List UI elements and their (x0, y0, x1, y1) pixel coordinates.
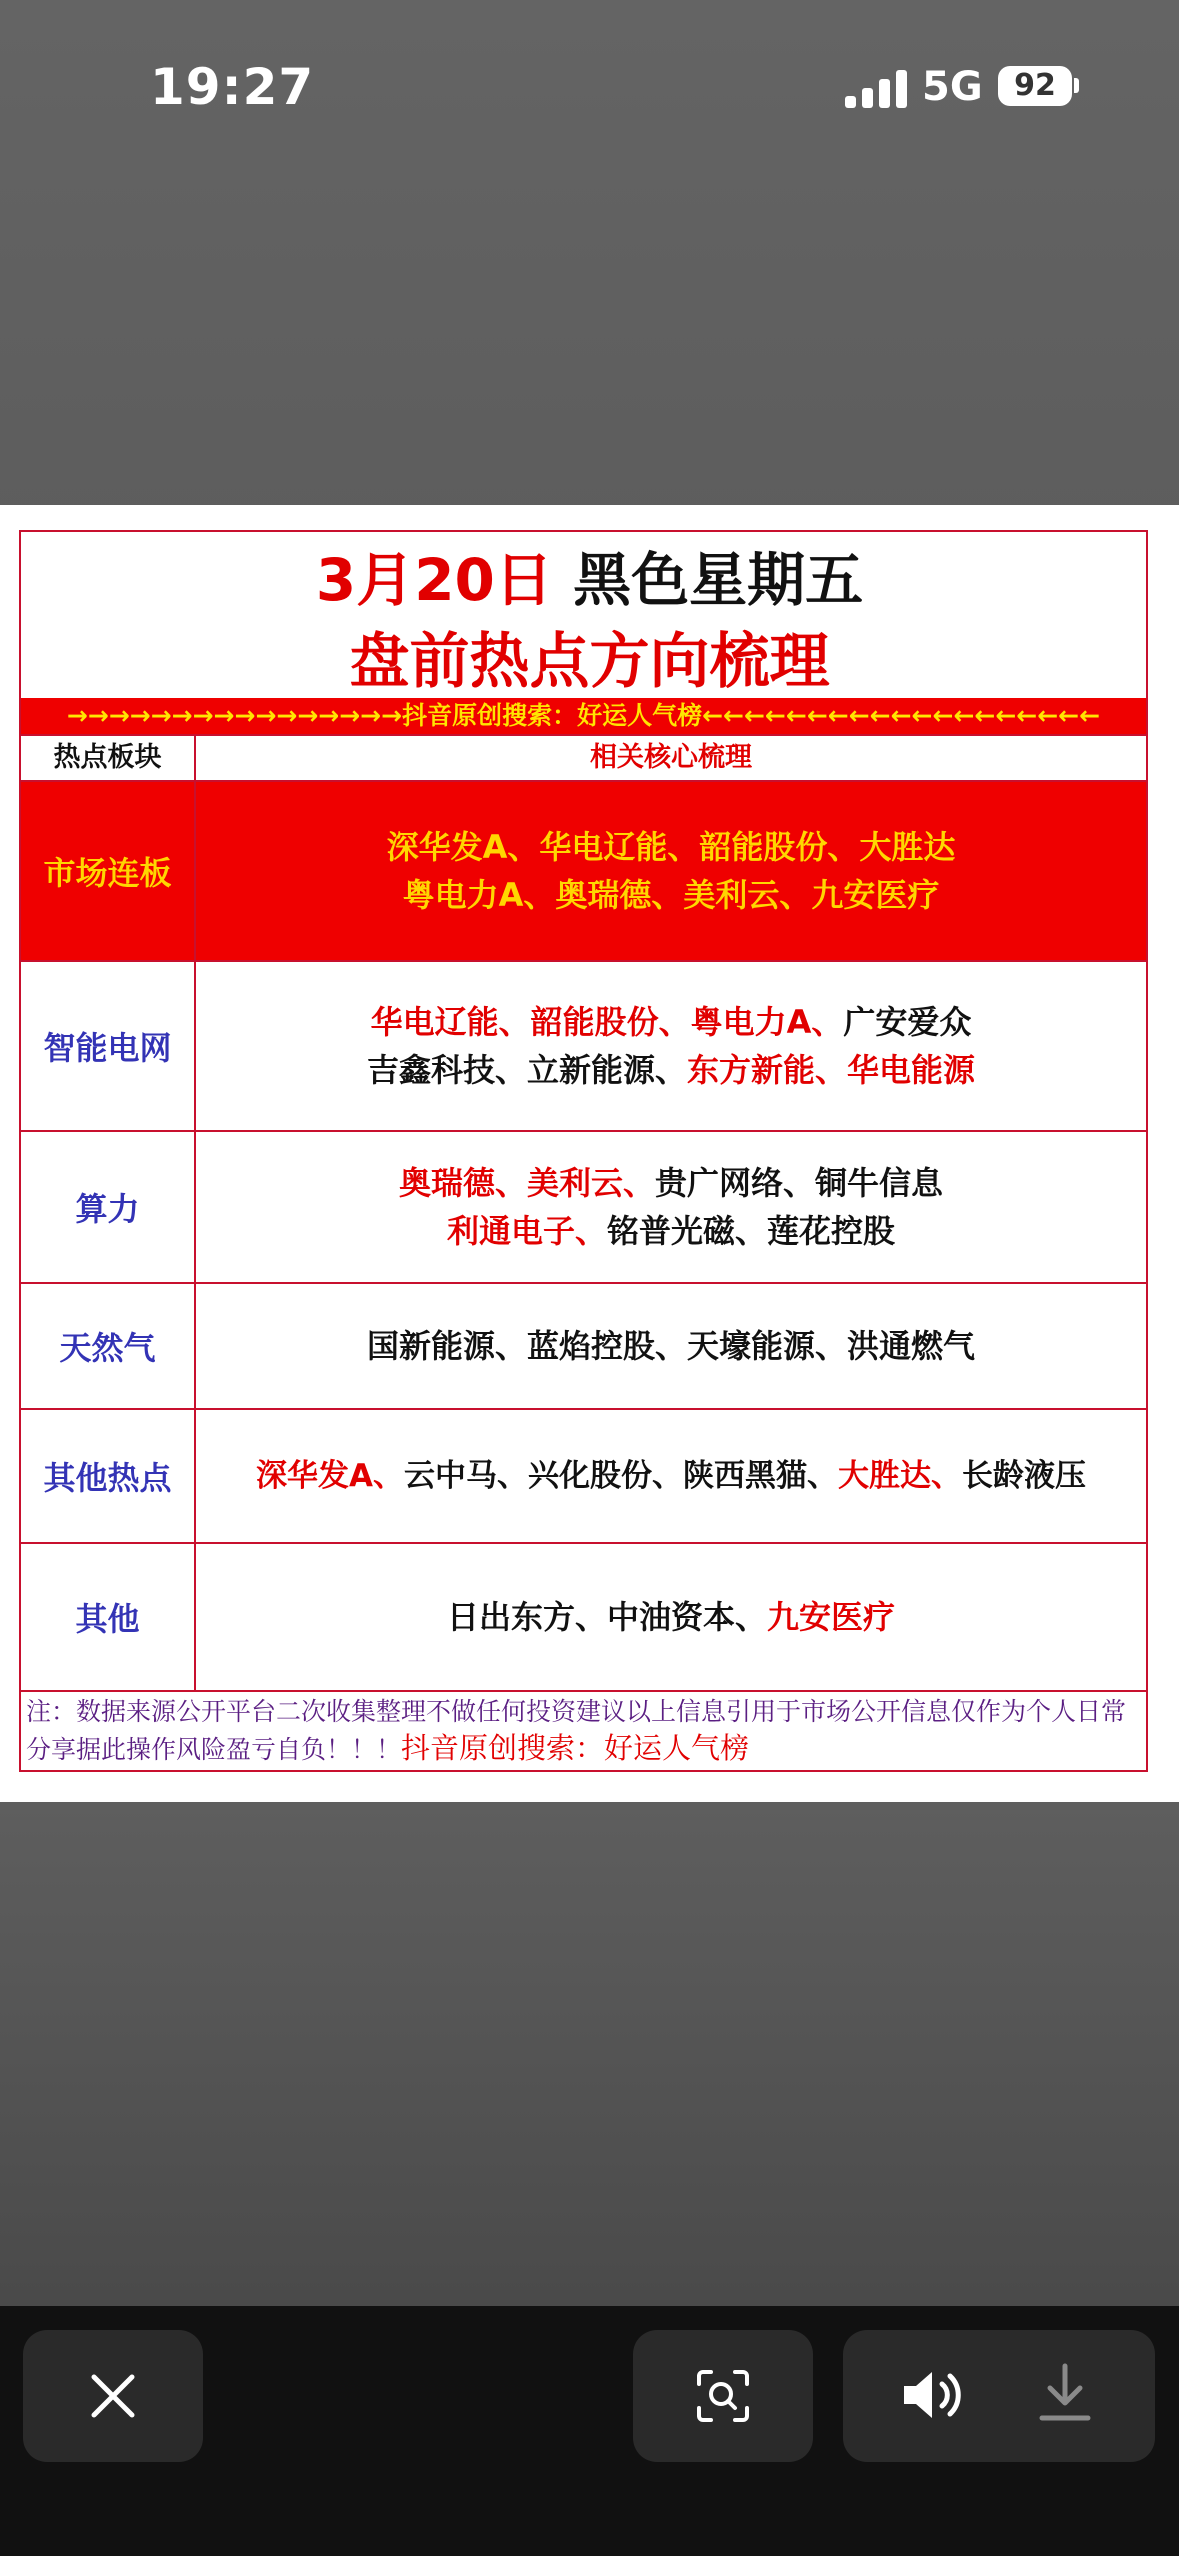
row-label: 算力 (75, 1190, 140, 1228)
stock-names: 日出东方、中油资本、 (446, 1598, 767, 1636)
download-icon (1036, 2360, 1094, 2426)
stock-names: 大胜达、 (838, 1458, 962, 1494)
table-row (21, 782, 1146, 960)
speaker-button[interactable] (898, 2364, 968, 2426)
row-label: 市场连板 (43, 854, 172, 892)
row-content (196, 962, 1146, 1130)
row-label: 智能电网 (43, 1029, 172, 1067)
content-line (371, 998, 972, 1046)
row-content (196, 1410, 1146, 1542)
table-row (21, 962, 1146, 1130)
stock-names: 奥瑞德、美利云、 (398, 1164, 655, 1202)
download-button[interactable] (1036, 2360, 1094, 2426)
table-row (21, 1132, 1146, 1282)
column-divider (194, 736, 196, 1690)
row-content (196, 1284, 1146, 1408)
stock-names: 东方新能、华电能源 (687, 1051, 976, 1089)
visual-search-button[interactable] (633, 2330, 813, 2462)
row-content (196, 1132, 1146, 1282)
note-text: 注：数据来源公开平台二次收集整理不做任何投资建议以上信息引用于市场公开信息仅作为个人日常分享据此操作风险盈亏自负！！！ (26, 1697, 1127, 1764)
battery-tip (1074, 78, 1079, 93)
search-banner: →→→→→→→→→→→→→→→→抖音原创搜索：好运人气榜←←←←←←←←←←←←←←←←←←← (21, 698, 1146, 734)
network-type: 5G (922, 64, 983, 110)
stock-names: 云中马、兴化股份、陕西黑猫、 (404, 1458, 838, 1494)
content-line (447, 1207, 895, 1255)
stock-names: 吉鑫科技、立新能源、 (366, 1051, 687, 1089)
row-label: 其他 (75, 1600, 140, 1638)
stock-names: 广安爱众 (843, 1003, 972, 1041)
speaker-icon (898, 2364, 968, 2426)
content-line: 国新能源、蓝焰控股、天壕能源、洪通燃气 (366, 1327, 975, 1365)
audio-download-group (843, 2330, 1155, 2462)
disclaimer-note (26, 1694, 1146, 1768)
status-time: 19:27 (150, 58, 315, 116)
content-line (447, 1593, 895, 1641)
title-day: 黑色星期五 (573, 546, 864, 614)
content-line (256, 1452, 1086, 1500)
header-sector: 热点板块 (53, 742, 162, 773)
stock-names: 华电辽能、韶能股份、粤电力A、 (370, 1003, 844, 1041)
content-line (367, 1046, 975, 1094)
stock-names: 九安医疗 (767, 1598, 896, 1636)
row-content (196, 1544, 1146, 1690)
note-source: 抖音原创搜索：好运人气榜 (401, 1731, 750, 1765)
row-label: 其他热点 (43, 1459, 172, 1497)
header-core: 相关核心梳理 (590, 742, 752, 773)
cellular-signal-icon (845, 70, 907, 108)
stock-names: 铭普光磁、莲花控股 (607, 1212, 896, 1250)
row-label: 天然气 (59, 1329, 156, 1367)
divider (21, 1690, 1146, 1692)
stock-names: 长龄液压 (962, 1458, 1086, 1494)
close-icon (88, 2371, 138, 2421)
table-row (21, 1284, 1146, 1408)
content-line: 深华发A、华电辽能、韶能股份、大胜达 (386, 828, 956, 866)
row-content (196, 782, 1146, 960)
stock-names: 深华发A、 (256, 1458, 404, 1494)
content-line (399, 1159, 943, 1207)
close-button[interactable] (23, 2330, 203, 2462)
battery-icon: 92 (998, 66, 1072, 106)
table-row (21, 1410, 1146, 1542)
visual-search-icon (695, 2368, 751, 2424)
stock-names: 贵广网络、铜牛信息 (655, 1164, 944, 1202)
stock-names: 利通电子、 (446, 1212, 607, 1250)
table-row (21, 1544, 1146, 1690)
title-line (0, 540, 1179, 620)
title-date: 3月20日 (315, 546, 553, 614)
subtitle: 盘前热点方向梳理 (349, 627, 830, 697)
content-line: 粤电力A、奥瑞德、美利云、九安医疗 (402, 876, 940, 914)
